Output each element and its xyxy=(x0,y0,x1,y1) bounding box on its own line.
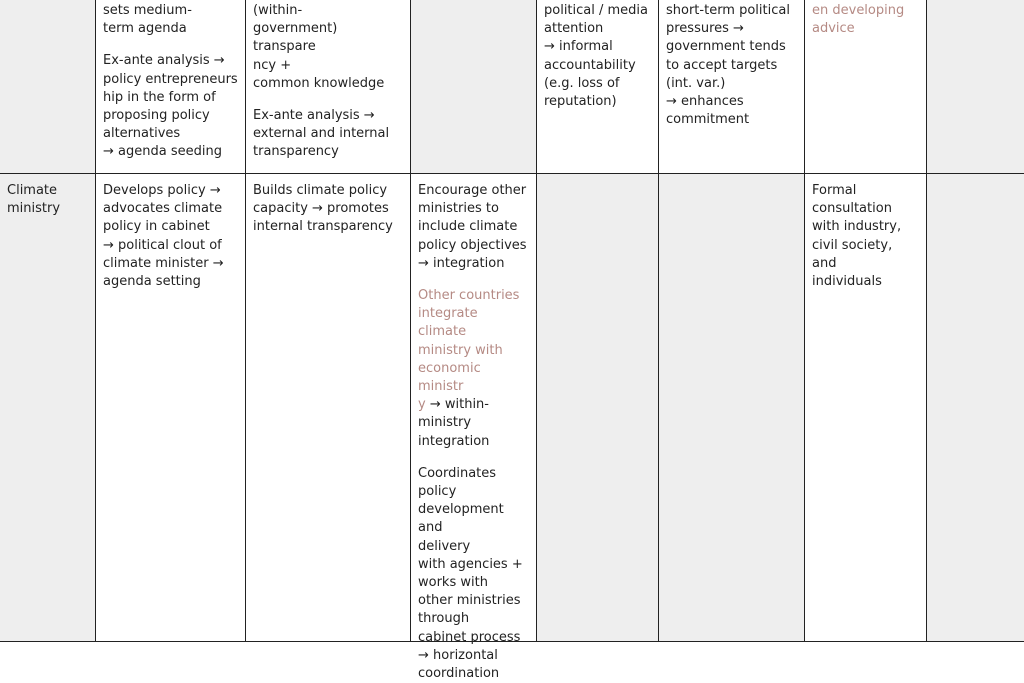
highlighted-text: en developing advice xyxy=(812,3,905,37)
cell-paragraph xyxy=(103,182,238,291)
table-cell-r0-c6 xyxy=(805,0,927,174)
cell-text: Builds climate policy capacity → promotes internal transparency xyxy=(253,183,393,235)
cell-text: Encourage other ministries to include climate policy objectives → integration xyxy=(418,183,527,271)
table-cell-r0-c4 xyxy=(537,0,659,174)
table-cell-r1-c0 xyxy=(0,174,96,642)
cell-text: → within- ministry integration xyxy=(418,397,490,449)
cell-paragraph xyxy=(418,465,529,683)
cell-paragraph xyxy=(253,2,403,93)
table-cell-r0-c0 xyxy=(0,0,96,174)
cell-paragraph xyxy=(418,287,529,451)
cell-paragraph xyxy=(103,52,238,161)
cell-text: sets medium- term agenda xyxy=(103,3,192,37)
cell-paragraph xyxy=(103,2,238,38)
cell-text: short-term political pressures → government tends to accept targets (int. var.) → enhances commitment xyxy=(666,3,790,128)
cell-text: Formal consultation with industry, civil society, and individuals xyxy=(812,183,902,290)
cell-paragraph xyxy=(812,182,919,291)
table-cell-r1-c6 xyxy=(805,174,927,642)
table-cell-r1-c2 xyxy=(246,174,411,642)
cell-paragraph xyxy=(418,182,529,273)
table-cell-r0-c2 xyxy=(246,0,411,174)
cell-paragraph xyxy=(544,2,651,111)
cell-text: Ex-ante analysis → external and internal transparency xyxy=(253,108,390,160)
cell-paragraph xyxy=(812,2,919,38)
table-cell-r0-c7 xyxy=(927,0,1024,174)
cell-paragraph xyxy=(7,182,88,218)
highlighted-text: Other countries integrate climate ministry with economic ministr y xyxy=(418,288,520,413)
table-cell-r1-c1 xyxy=(96,174,246,642)
table-cell-r1-c7 xyxy=(927,174,1024,642)
table-cell-r1-c4 xyxy=(537,174,659,642)
table-cell-r0-c5 xyxy=(659,0,805,174)
cell-text: Develops policy → advocates climate policy in cabinet → political clout of climate minister → agenda setting xyxy=(103,183,224,290)
table-cell-r0-c3 xyxy=(411,0,537,174)
cell-paragraph xyxy=(253,182,403,237)
cell-text: political / media attention → informal accountability (e.g. loss of reputation) xyxy=(544,3,648,110)
cell-text: Coordinates policy development and delivery with agencies + works with other ministries through cabinet process → horizontal coordination xyxy=(418,465,523,682)
table-cell-r1-c3 xyxy=(411,174,537,682)
cell-paragraph xyxy=(666,2,797,129)
table-cell-r0-c1 xyxy=(96,0,246,174)
cell-text: (within- government) transpare ncy + common knowledge xyxy=(253,3,385,91)
cell-text: Climate ministry xyxy=(7,183,61,217)
cell-paragraph xyxy=(253,107,403,162)
table-cell-r1-c5 xyxy=(659,174,805,642)
cell-text: Ex-ante analysis → policy entrepreneurs hip in the form of proposing policy alternatives → agenda seeding xyxy=(103,53,238,160)
